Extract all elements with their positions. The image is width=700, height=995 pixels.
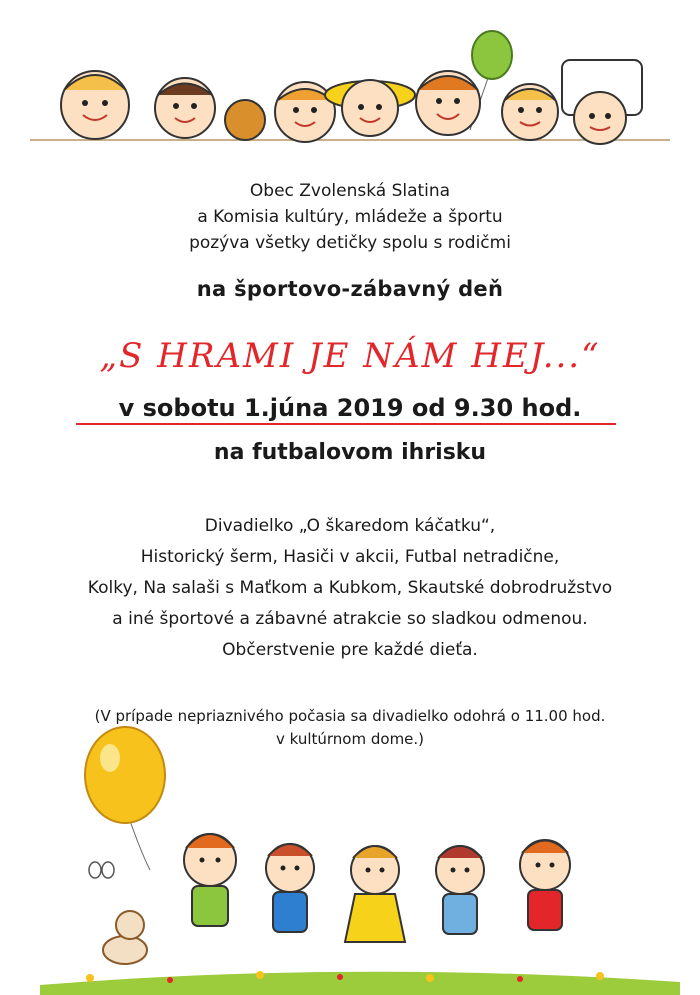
program-item: Divadielko „O škaredom káčatku“, — [204, 516, 496, 536]
date-underline — [76, 423, 616, 425]
event-subtitle: na športovo-zábavný deň — [196, 277, 504, 301]
program-item: a iné športové a zábavné atrakcie so sladkou odmenou. — [112, 609, 588, 629]
program-item: Kolky, Na salaši s Maťkom a Kubkom, Skautské dobrodružstvo — [87, 578, 613, 598]
organizers-text — [0, 178, 700, 256]
note-line: (V prípade nepriaznivého počasia sa divadielko odohrá o 11.00 hod. — [94, 707, 606, 725]
program-item: Historický šerm, Hasiči v akcii, Futbal netradične, — [140, 547, 560, 567]
peeking-children-illustration — [0, 0, 700, 165]
event-date: v sobotu 1.júna 2019 od 9.30 hod. — [118, 394, 582, 422]
event-title: „S HRAMI JE NÁM HEJ...“ — [99, 336, 601, 376]
butterfly-icon — [89, 862, 114, 878]
program-list — [0, 511, 700, 666]
organizer-line: Obec Zvolenská Slatina — [249, 181, 451, 201]
yellow-balloon-icon — [85, 727, 165, 870]
organizer-line: a Komisia kultúry, mládeže a športu — [197, 207, 503, 227]
invitation-line: pozýva všetky detičky spolu s rodičmi — [189, 233, 511, 253]
running-children-illustration — [0, 720, 700, 995]
program-item: Občerstvenie pre každé dieťa. — [222, 640, 478, 660]
note-line: v kultúrnom dome.) — [275, 730, 425, 748]
event-venue: na futbalovom ihrisku — [213, 440, 487, 465]
puppy-icon — [103, 911, 147, 964]
